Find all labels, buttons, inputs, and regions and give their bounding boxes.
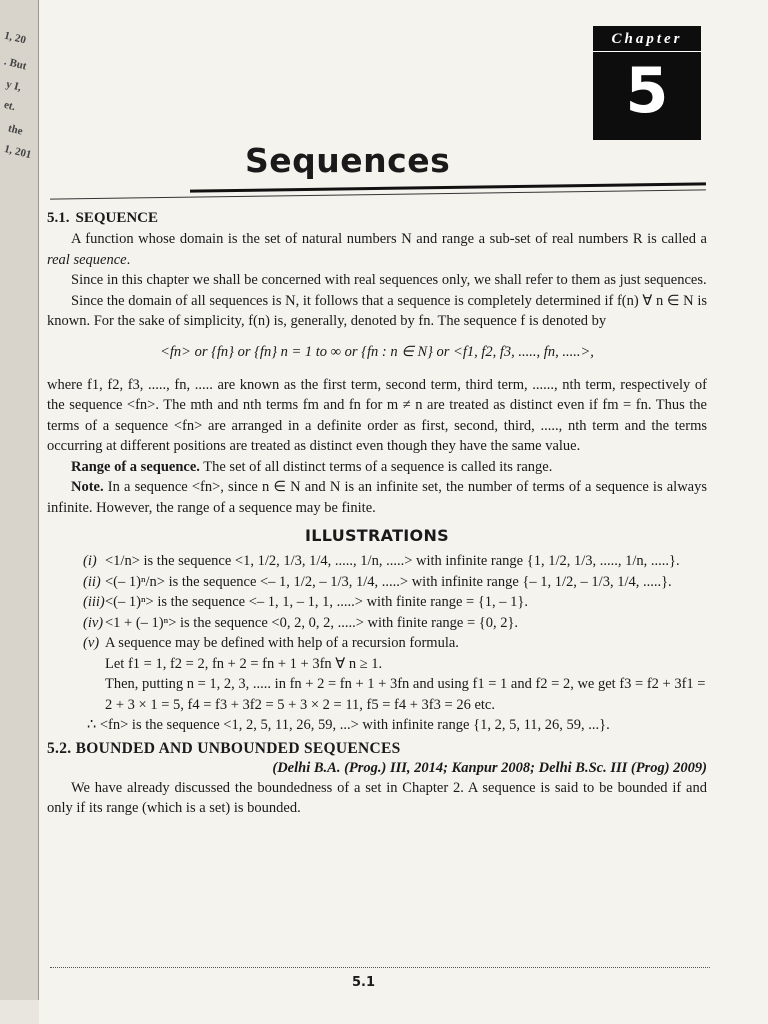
illustration-item bbox=[47, 633, 707, 654]
footer-rule bbox=[50, 967, 710, 968]
illustration-item bbox=[47, 592, 707, 613]
page-title: Sequences bbox=[245, 141, 451, 180]
section-title: SEQUENCE bbox=[75, 210, 159, 226]
range-definition bbox=[47, 457, 707, 478]
item-label: (iv) bbox=[83, 614, 104, 631]
paragraph-text: A function whose domain is the set of natural numbers N and range a sub-set of real numbers R is called a bbox=[71, 231, 707, 247]
section-number: 5.2. bbox=[47, 739, 72, 757]
display-formula: <fn> or {fn} or {fn} n = 1 to ∞ or {fn : n ∈ N} or <f1, f2, f3, ....., fn, .....>, bbox=[160, 343, 594, 360]
item-label: (v) bbox=[83, 635, 100, 651]
item-text: <1 + (– 1)ⁿ> is the sequence <0, 2, 0, 2, .....> with finite range = {0, 2}. bbox=[105, 614, 519, 631]
item-text: <(– 1)ⁿ/n> is the sequence <– 1, 1/2, – 1/3, 1/4, .....> with infinite range {– 1, 1/2, – 1/3, 1/4, .....}. bbox=[105, 573, 672, 590]
exam-citation: (Delhi B.A. (Prog.) III, 2014; Kanpur 2008; Delhi B.Sc. III (Prog) 2009) bbox=[272, 759, 707, 776]
margin-fragment: the bbox=[6, 122, 24, 138]
note-text: In a sequence <fn>, since n ∈ N and N is an infinite set, the number of terms of a sequence is always infinite. However, the range of a sequence may be finite. bbox=[47, 479, 707, 516]
page-content bbox=[47, 210, 707, 819]
section-heading bbox=[47, 740, 707, 758]
item-text: A sequence may be defined with help of a recursion formula. bbox=[105, 635, 459, 651]
margin-fragment: y I, bbox=[4, 78, 23, 94]
item-label: (i) bbox=[83, 553, 97, 569]
section-title: BOUNDED AND UNBOUNDED SEQUENCES bbox=[75, 739, 401, 757]
chapter-number: 5 bbox=[625, 54, 669, 127]
page-number: 5.1 bbox=[352, 975, 376, 990]
margin-fragment: . But bbox=[2, 55, 28, 73]
paragraph-text: . bbox=[126, 251, 131, 268]
illustration-item bbox=[47, 613, 707, 634]
margin-fragment: 1, 201 bbox=[2, 142, 33, 162]
item-text: <1/n> is the sequence <1, 1/2, 1/3, 1/4, ....., 1/n, .....> with infinite range {1, 1/2, 1/3, ....., 1/n, .....}. bbox=[105, 553, 680, 569]
paragraph-definition bbox=[47, 229, 707, 270]
range-text: The set of all distinct terms of a sequence is called its range. bbox=[199, 458, 553, 475]
illustration-item bbox=[47, 551, 707, 572]
emphasis-term: real sequence bbox=[47, 251, 127, 268]
item-label: (iii) bbox=[83, 594, 105, 610]
paragraph: Since in this chapter we shall be concerned with real sequences only, we shall refer to them as just sequences. bbox=[71, 272, 707, 288]
note bbox=[47, 477, 707, 518]
chapter-label: Chapter bbox=[593, 31, 701, 52]
section-heading bbox=[47, 210, 707, 227]
paragraph: where f1, f2, f3, ....., fn, ..... are known as the first term, second term, third term, ......, nth term, respectively of the sequence <fn>. The mth and nth terms fm and fn for m ≠ n are treated as distinct even if fm = fn. Thus the terms of a sequence <fn> are arranged in a definite order as first, second, third, ....., nth term and the terms occurring at different positions are treated as distinct even though they have the same value. bbox=[47, 376, 707, 454]
illustration-item bbox=[47, 572, 707, 593]
item-text: <(– 1)ⁿ> is the sequence <– 1, 1, – 1, 1, .....> with finite range = {1, – 1}. bbox=[105, 594, 529, 610]
margin-fragment: et. bbox=[2, 98, 17, 114]
recursion-computation: Then, putting n = 1, 2, 3, ..... in fn + 2 = fn + 1 + 3fn and using f1 = 1 and f2 = 2, we get f3 = f2 + 3f1 = 2 + 3 × 1 = 5, f4 = f3 + 3f2 = 5 + 3 × 2 = 11, f5 = f4 + 3f3 = 26 etc. bbox=[105, 676, 706, 713]
recursion-result: ∴ <fn> is the sequence <1, 2, 5, 11, 26, 59, ...> with infinite range {1, 2, 5, 11, 26, 59, ...}. bbox=[87, 717, 610, 733]
paragraph: Since the domain of all sequences is N, it follows that a sequence is completely determined if f(n) ∀ n ∈ N is known. For the sake of simplicity, f(n) is, generally, denoted by fn. The sequence f is denoted by bbox=[47, 292, 707, 329]
previous-page-edge bbox=[0, 0, 39, 1000]
illustrations-heading: ILLUSTRATIONS bbox=[305, 526, 449, 545]
note-label: Note. bbox=[71, 479, 104, 495]
margin-fragment: 1, 20 bbox=[2, 29, 28, 47]
chapter-badge bbox=[593, 26, 701, 140]
paragraph: We have already discussed the boundedness of a set in Chapter 2. A sequence is said to be bounded if and only if its range (which is a set) is bounded. bbox=[47, 779, 707, 816]
recursion-definition: Let f1 = 1, f2 = 2, fn + 2 = fn + 1 + 3fn ∀ n ≥ 1. bbox=[105, 655, 383, 672]
range-label: Range of a sequence. bbox=[71, 458, 200, 475]
section-number: 5.1. bbox=[47, 210, 70, 226]
item-label: (ii) bbox=[83, 573, 101, 590]
